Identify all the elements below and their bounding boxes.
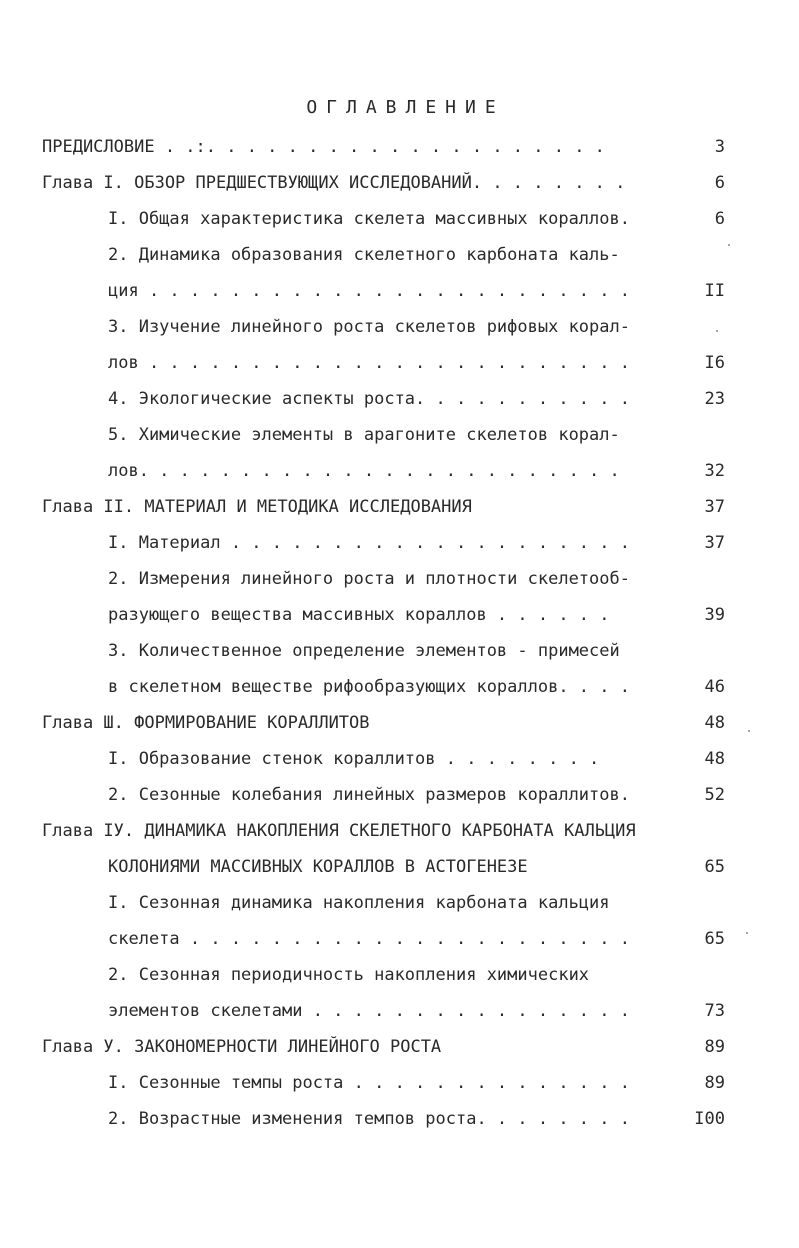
toc-entry	[0, 417, 799, 453]
paper-speck	[746, 932, 748, 934]
toc-page-number: 52	[704, 785, 725, 805]
toc-page-number: 89	[704, 1037, 725, 1057]
toc-entry	[0, 1065, 799, 1101]
toc-entry	[0, 921, 799, 957]
toc-entry	[0, 345, 799, 381]
toc-page-number: 23	[704, 389, 725, 409]
toc-entry-text: лов. . . . . . . . . . . . . . . . . . . . . . . .	[108, 461, 620, 481]
toc-entry	[0, 129, 799, 165]
page-title: ОГЛАВЛЕНИЕ	[306, 97, 505, 118]
toc-entry	[0, 489, 799, 525]
toc-entry-text: I. Образование стенок кораллитов . . . . . . . .	[108, 749, 600, 769]
toc-entry	[0, 849, 799, 885]
toc-entry-text: ПРЕДИСЛОВИЕ . .:. . . . . . . . . . . . . . . . . . . .	[42, 137, 605, 157]
toc-entry	[0, 993, 799, 1029]
toc-entry-text: элементов скелетами . . . . . . . . . . . . . . . .	[108, 1001, 630, 1021]
toc-page-number: 73	[704, 1001, 725, 1021]
toc-entry	[0, 741, 799, 777]
toc-page-number: 37	[704, 497, 725, 517]
toc-page-number: 48	[704, 713, 725, 733]
toc-entry	[0, 669, 799, 705]
toc-page-number: 6	[714, 209, 725, 229]
toc-entry-text: 3. Количественное определение элементов - примесей	[108, 641, 620, 661]
toc-entry-text: скелета . . . . . . . . . . . . . . . . . . . . . .	[108, 929, 630, 949]
toc-page-number: 65	[704, 929, 725, 949]
toc-entry-text: разующего вещества массивных кораллов . . . . . .	[108, 605, 610, 625]
toc-entry	[0, 453, 799, 489]
toc-entry	[0, 381, 799, 417]
toc-entry-text: Глава Ш. ФОРМИРОВАНИЕ КОРАЛЛИТОВ	[42, 713, 370, 733]
toc-page-number: 65	[704, 857, 725, 877]
toc-entry-text: I. Сезонные темпы роста . . . . . . . . . . . . . .	[108, 1073, 630, 1093]
toc-entry-text: лов . . . . . . . . . . . . . . . . . . . . . . . .	[108, 353, 630, 373]
toc-entry-text: 2. Сезонная периодичность накопления химических	[108, 965, 590, 985]
paper-speck	[716, 330, 718, 332]
toc-entry-text: Глава IУ. ДИНАМИКА НАКОПЛЕНИЯ СКЕЛЕТНОГО КАРБОНАТА КАЛЬЦИЯ	[42, 821, 636, 841]
toc-entry-text: 4. Экологические аспекты роста. . . . . . . . . . .	[108, 389, 630, 409]
toc-page-number: I00	[694, 1109, 725, 1129]
toc-entry-text: 3. Изучение линейного роста скелетов рифовых корал-	[108, 317, 630, 337]
toc-entry-text: КОЛОНИЯМИ МАССИВНЫХ КОРАЛЛОВ В АСТОГЕНЕЗЕ	[108, 857, 528, 877]
toc-entry	[0, 201, 799, 237]
table-of-contents	[0, 129, 799, 1137]
toc-entry	[0, 597, 799, 633]
toc-entry	[0, 165, 799, 201]
toc-entry	[0, 777, 799, 813]
paper-speck	[728, 244, 730, 246]
toc-entry-text: 5. Химические элементы в арагоните скелетов корал-	[108, 425, 620, 445]
toc-entry-text: Глава I. ОБЗОР ПРЕДШЕСТВУЮЩИХ ИССЛЕДОВАНИЙ. . . . . . . .	[42, 173, 626, 193]
toc-entry	[0, 813, 799, 849]
toc-entry	[0, 957, 799, 993]
toc-entry-text: I. Материал . . . . . . . . . . . . . . . . . . . .	[108, 533, 630, 553]
toc-page-number: 32	[704, 461, 725, 481]
toc-entry-text: ция . . . . . . . . . . . . . . . . . . . . . . . .	[108, 281, 630, 301]
toc-entry-text: Глава У. ЗАКОНОМЕРНОСТИ ЛИНЕЙНОГО РОСТА	[42, 1037, 442, 1057]
paper-speck	[748, 730, 750, 732]
toc-page-number: 39	[704, 605, 725, 625]
toc-page-number: 89	[704, 1073, 725, 1093]
toc-entry	[0, 885, 799, 921]
toc-entry-text: в скелетном веществе рифообразующих кораллов. . . .	[108, 677, 630, 697]
toc-entry-text: Глава II. МАТЕРИАЛ И МЕТОДИКА ИССЛЕДОВАНИЯ	[42, 497, 472, 517]
toc-entry	[0, 561, 799, 597]
toc-entry	[0, 705, 799, 741]
toc-entry-text: 2. Сезонные колебания линейных размеров кораллитов.	[108, 785, 630, 805]
toc-entry	[0, 309, 799, 345]
toc-entry-text: I. Сезонная динамика накопления карбоната кальция	[108, 893, 610, 913]
toc-entry	[0, 1101, 799, 1137]
toc-page-number: 37	[704, 533, 725, 553]
toc-page-number: 3	[714, 137, 725, 157]
toc-entry-text: I. Общая характеристика скелета массивных кораллов.	[108, 209, 630, 229]
toc-page-number: II	[704, 281, 725, 301]
toc-entry	[0, 1029, 799, 1065]
toc-page-number: 48	[704, 749, 725, 769]
toc-page-number: I6	[704, 353, 725, 373]
toc-page-number: 6	[714, 173, 725, 193]
toc-entry	[0, 633, 799, 669]
toc-entry-text: 2. Измерения линейного роста и плотности скелетооб-	[108, 569, 630, 589]
toc-entry-text: 2. Динамика образования скелетного карбоната каль-	[108, 245, 620, 265]
toc-entry	[0, 273, 799, 309]
toc-page-number: 46	[704, 677, 725, 697]
toc-entry-text: 2. Возрастные изменения темпов роста. . . . . . . .	[108, 1109, 630, 1129]
toc-entry	[0, 525, 799, 561]
toc-entry	[0, 237, 799, 273]
